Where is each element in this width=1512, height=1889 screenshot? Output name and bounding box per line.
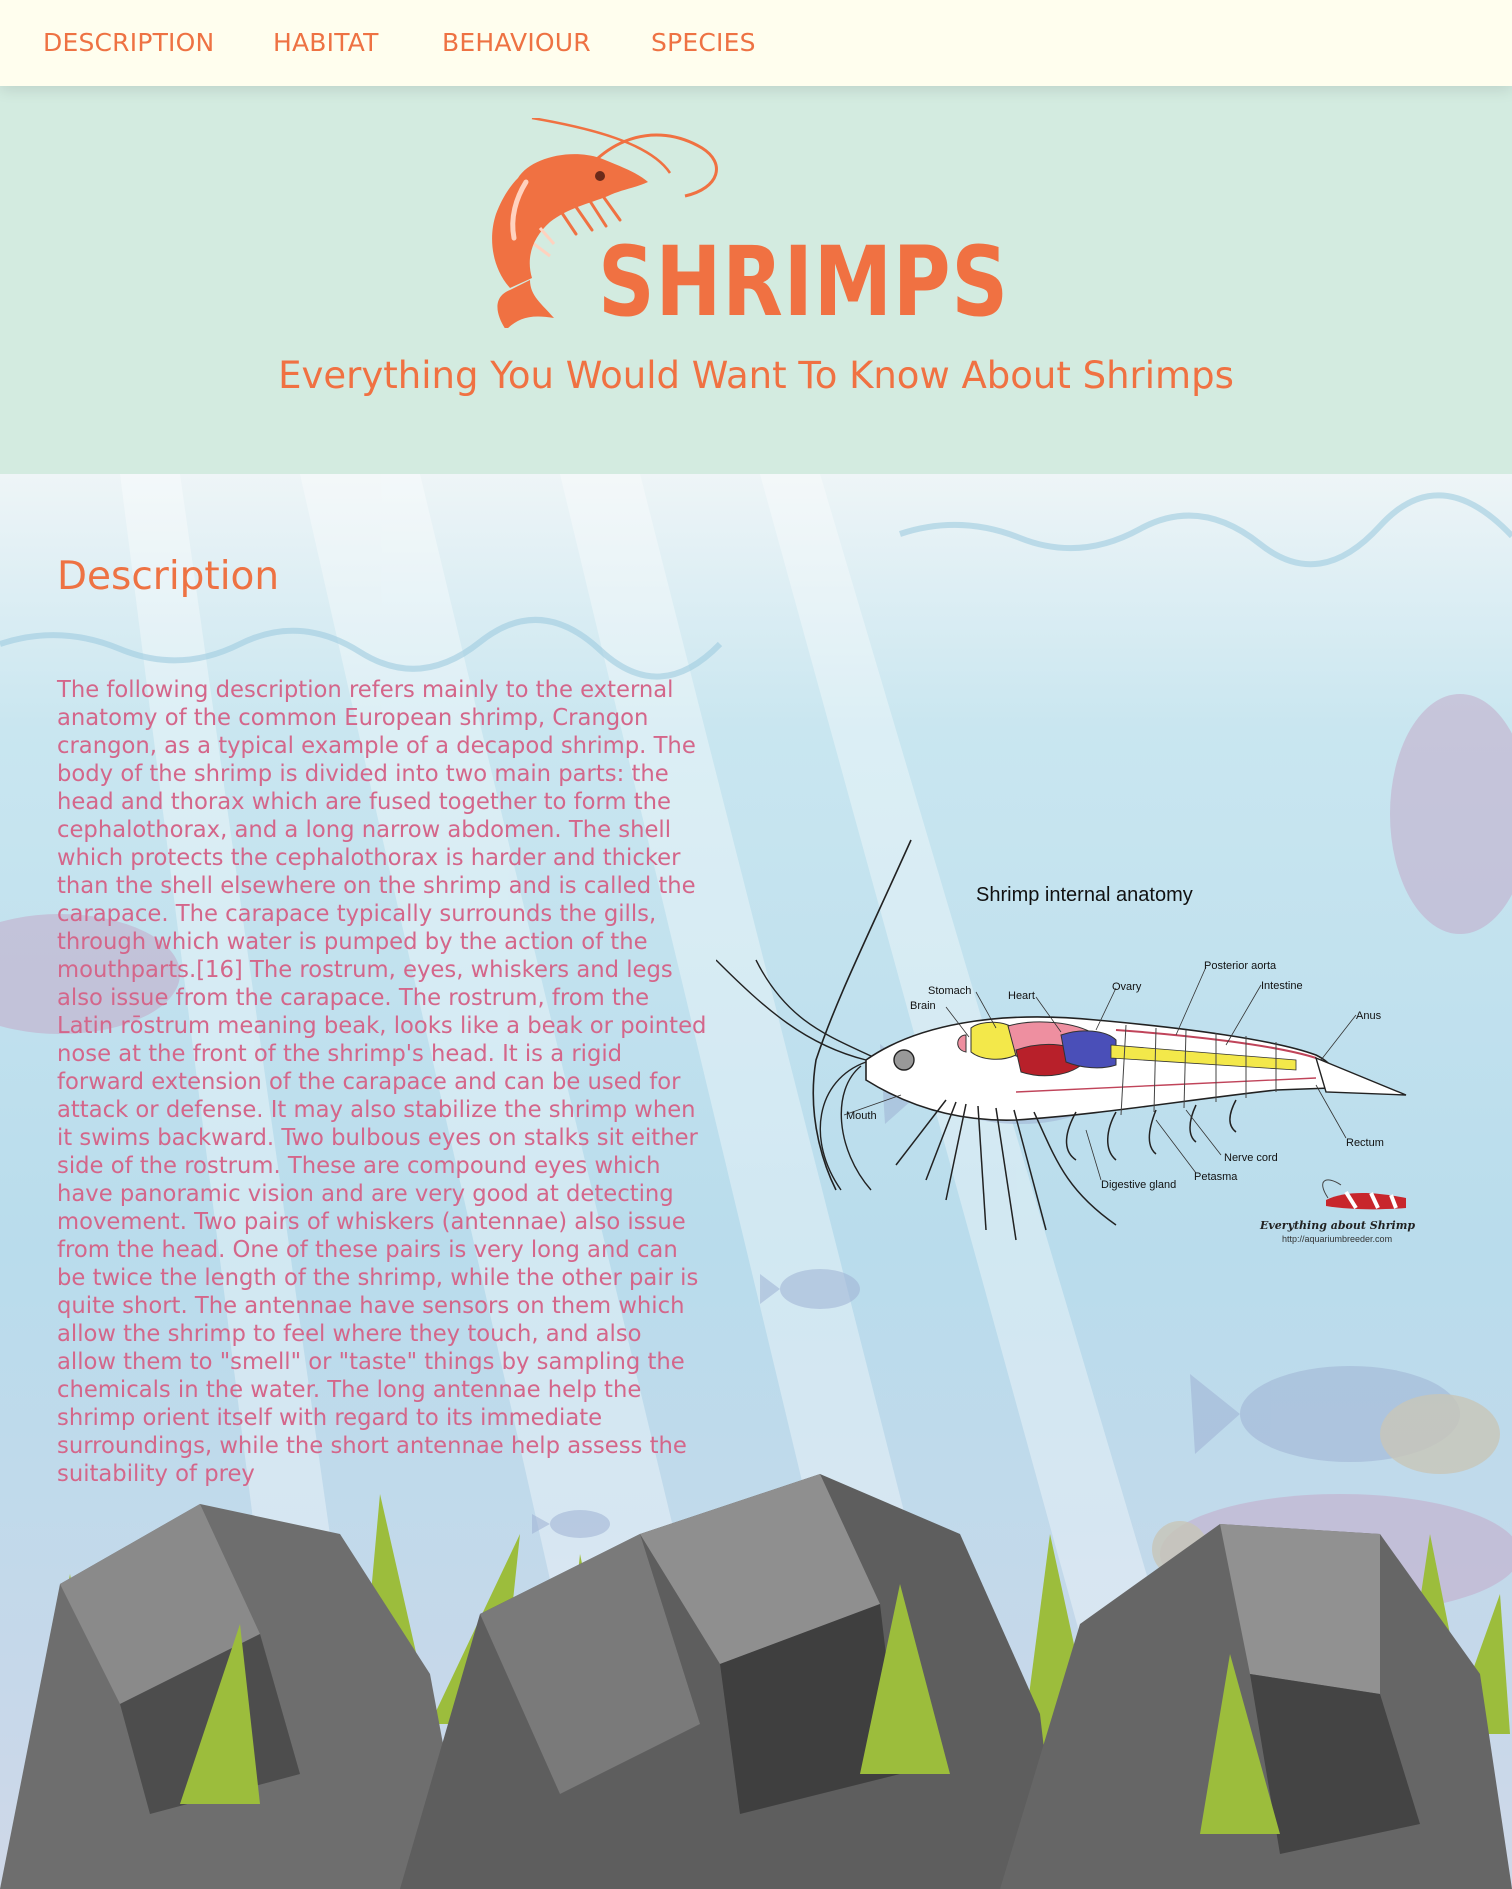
nav-behaviour-link[interactable]: BEHAVIOUR — [442, 28, 591, 57]
label-nerve-cord: Nerve cord — [1224, 1152, 1278, 1164]
description-heading: Description — [57, 554, 280, 599]
top-nav — [0, 0, 1512, 86]
brand-wordmark: SHRIMPS — [598, 226, 1009, 338]
label-heart: Heart — [1008, 990, 1035, 1002]
description-paragraph: The following description refers mainly to the external anatomy of the common European shrimp, Crangon crangon, as a typical example of a decapod shrimp. The body of the shrimp is divided into two main parts: the head and thorax which are fused together to form the cephalothorax, and a long narrow abdomen. The shell which protects the cephalothorax is harder and thicker than the shell elsewhere on the shrimp and is called the carapace. The carapace typically surrounds the gills, through which water is pumped by the action of the mouthparts.[16] The rostrum, eyes, whiskers and legs also issue from the carapace. The rostrum, from the Latin rōstrum meaning beak, looks like a beak or pointed nose at the front of the shrimp's head. It is a rigid forward extension of the carapace and can be used for attack or defense. It may also stabilize the shrimp when it swims backward. Two bulbous eyes on stalks sit either side of the rostrum. These are compound eyes which have panoramic vision and are very good at detecting movement. Two pairs of whiskers (antennae) also issue from the head. One of these pairs is very long and can be twice the length of the shrimp, while the other pair is quite short. The antennae have sensors on them which allow the shrimp to feel where they touch, and also allow them to "smell" or "taste" things by sampling the chemicals in the water. The long antennae help the shrimp orient itself with regard to its immediate surroundings, while the short antennae help assess the suitability of prey — [57, 677, 707, 1487]
label-stomach: Stomach — [928, 985, 972, 997]
nav-species-link[interactable]: SPECIES — [651, 28, 756, 57]
label-brain: Brain — [910, 1000, 936, 1012]
nav-description-link[interactable]: DESCRIPTION — [43, 28, 215, 57]
diagram-title: Shrimp internal anatomy — [976, 884, 1193, 906]
diagram-url: http://aquariumbreeder.com — [1282, 1234, 1393, 1244]
diagram-credit: Everything about Shrimp — [1260, 1219, 1416, 1232]
label-posterior-aorta: Posterior aorta — [1204, 960, 1277, 972]
label-mouth: Mouth — [846, 1110, 877, 1122]
label-petasma: Petasma — [1194, 1171, 1238, 1183]
shrimp-credit-logo-icon — [1323, 1180, 1406, 1209]
label-anus: Anus — [1356, 1010, 1382, 1022]
hero-header — [0, 86, 1512, 474]
label-rectum: Rectum — [1346, 1137, 1384, 1149]
label-digestive-gland: Digestive gland — [1101, 1179, 1177, 1191]
shrimp-anatomy-diagram — [716, 830, 1421, 1270]
hero-tagline: Everything You Would Want To Know About Shrimps — [278, 354, 1234, 397]
label-ovary: Ovary — [1112, 981, 1142, 993]
label-intestine: Intestine — [1261, 980, 1303, 992]
nav-habitat-link[interactable]: HABITAT — [273, 28, 379, 57]
